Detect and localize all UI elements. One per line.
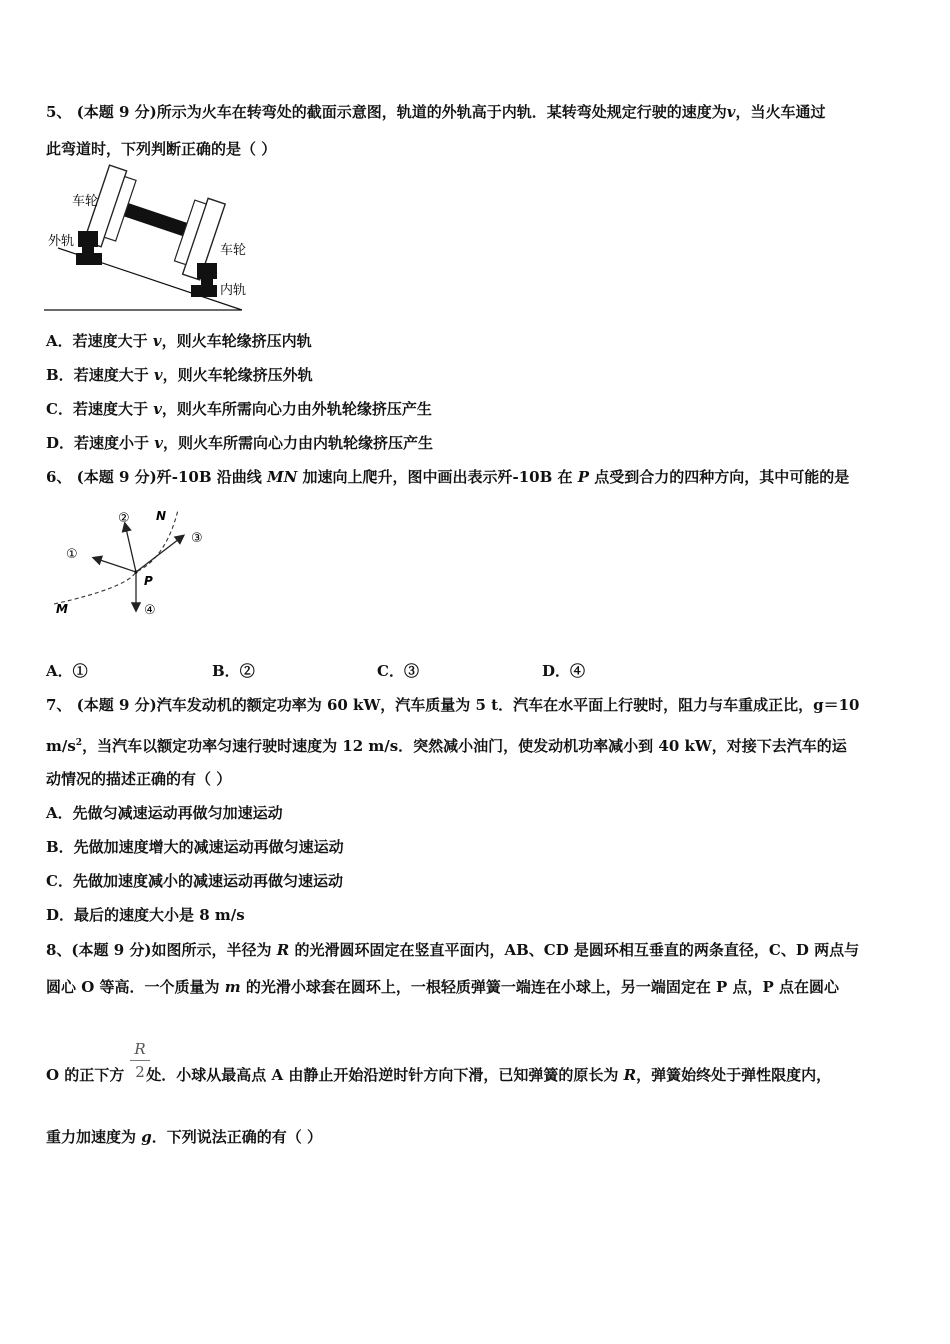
label-direction-3: ③ [191,531,203,546]
q5-option-d: D．若速度小于 v，则火车所需向心力由内轨轮缘挤压产生 [46,434,433,452]
label-direction-2: ② [118,511,130,526]
q8-stem-line3: O 的正下方 处．小球从最高点 A 由静止开始沿逆时针方向下滑，已知弹簧的原长为 R，弹簧始终处于弹性限度内， [46,1066,832,1084]
q5-stem-line2: 此弯道时，下列判断正确的是（ ） [46,140,277,158]
q8-stem-line2: 圆心 O 等高．一个质量为 m 的光滑小球套在圆环上，一根轻质弹簧一端连在小球上，另一端固定在 P 点，P 点在圆心 [46,978,840,996]
q7-option-a: A．先做匀减速运动再做匀加速运动 [46,804,283,822]
q7-option-d: D．最后的速度大小是 8 m/s [46,906,245,924]
q7-stem-line1: 7、 (本题 9 分)汽车发动机的额定功率为 60 kW，汽车质量为 5 t．汽车在水平面上行驶时，阻力与车重成正比，g＝10 [46,696,860,714]
label-wheel-top: 车轮 [72,194,99,209]
q5-option-c: C．若速度大于 v，则火车所需向心力由外轨轮缘挤压产生 [46,400,432,418]
q8-fraction-r-over-2: R 2 [130,1040,150,1081]
label-direction-4: ④ [144,603,156,618]
q7-stem-line2: $m/s^2$，当汽车以额定功率匀速行驶时速度为 12 m/s．突然减小油门，使发动机功率减小到 40 kW，对接下去汽车的运 [46,737,847,755]
q6-option-d: D．④ [542,662,586,680]
q6-force-figure [46,500,226,625]
q5-stem-line1: 5、 (本题 9 分)所示为火车在转弯处的截面示意图，轨道的外轨高于内轨．某转弯处规定行驶的速度为v，当火车通过 [46,103,826,121]
label-N: N [156,509,167,523]
label-outer-rail: 外轨 [48,234,75,249]
q8-stem-line4: 重力加速度为 g．下列说法正确的有（ ） [46,1128,322,1146]
q8-stem-line1: 8、(本题 9 分)如图所示，半径为 R 的光滑圆环固定在竖直平面内，AB、CD 是圆环相互垂直的两条直径，C、D 两点与 [46,941,860,959]
q5-train-figure [44,163,254,313]
q7-option-b: B．先做加速度增大的减速运动再做匀速运动 [46,838,344,856]
q7-option-c: C．先做加速度减小的减速运动再做匀速运动 [46,872,343,890]
label-wheel-right: 车轮 [220,243,247,258]
label-P: P [144,574,153,588]
q6-option-b: B．② [212,662,255,680]
label-M: M [56,602,68,616]
q6-option-a: A．① [46,662,88,680]
q6-option-c: C．③ [377,662,419,680]
label-inner-rail: 内轨 [220,283,247,298]
q6-stem: 6、 (本题 9 分)歼-10B 沿曲线 MN 加速向上爬升，图中画出表示歼-10B 在 P 点受到合力的四种方向，其中可能的是 [46,468,850,486]
label-direction-1: ① [66,547,78,562]
q5-option-b: B．若速度大于 v，则火车轮缘挤压外轨 [46,366,313,384]
q7-stem-line3: 动情况的描述正确的有（ ） [46,770,232,788]
q5-option-a: A．若速度大于 v，则火车轮缘挤压内轨 [46,332,312,350]
